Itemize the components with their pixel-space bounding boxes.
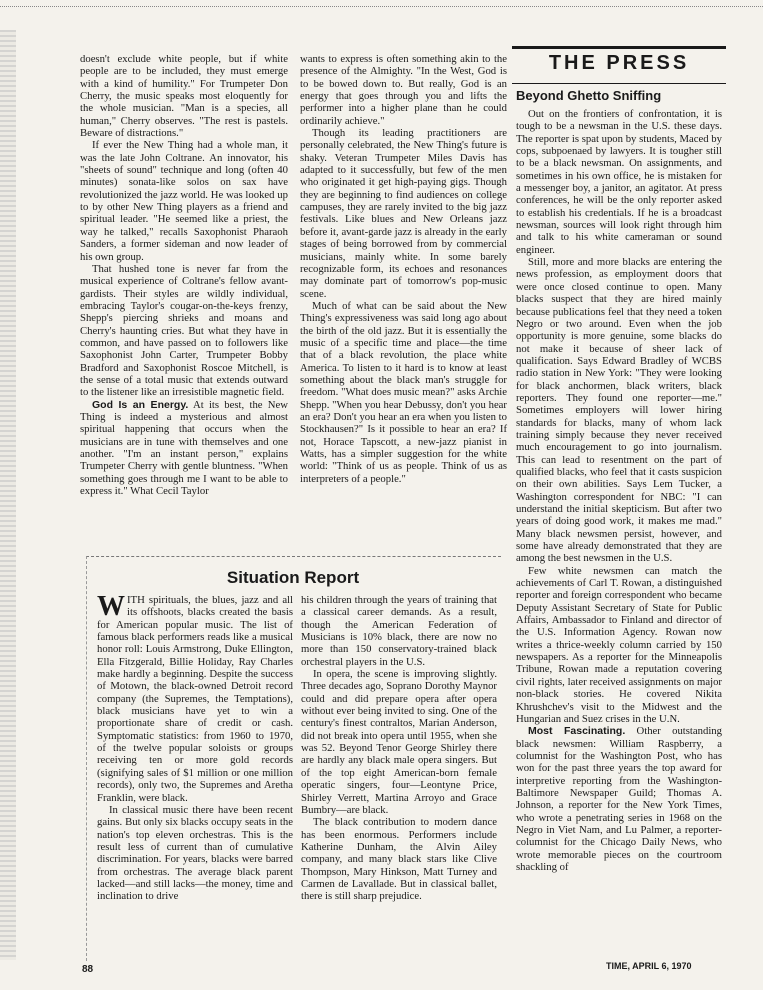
paragraph-text: At its best, the New Thing is indeed a mysterious and almost spiritual happening that occurs when the musicians are in tune with themselves and one another. "I'm an instant person," explains Trumpeter Cherry with gentle bluntness. "When something goes through me I want to be able to express it." What Cecil Taylor [80,398,288,498]
paragraph: Out on the frontiers of confrontation, it is tough to be a newsman in the U.S. these days. The reporter is spat upon by students, Maced by cops, subpoenaed by lawyers. It is tougher still to be a black newsman. On assignments, and sometimes in his own office, he is mistaken for a messenger boy, a janitor, an agitator. At press conferences, he will be the only reporter asked to establish his credentials. If he is a broadcast newsman, sources will look right through him and talk to his white cameraman or sound engineer. [516,108,722,256]
paragraph-text: Other outstanding black newsmen: William Raspberry, a columnist for the Washington Post, who has won for the past three years the top award for interpretive reporting from the Washington-Baltimore Newspaper Guild; Thomas A. Johnson, a reporter for the New York Times, who wrote a penetrating series in 1968 on the Negro in Viet Nam, and Lu Palmer, a reporter-columnist for the Chicago Daily News, who wrote memorable pieces on the courtroom shackling of [516,725,722,873]
paragraph: Few white newsmen can match the achievements of Carl T. Rowan, a distinguished reporter and foreign correspondent who became Deputy Assistant Secretary of State for Public Affairs, Ambassador to Finland and director of the U.S. Information Agency. Rowan now writes a thrice-weekly column carried by 150 newspapers. As a reporter for the Minneapolis Tribune, Rowan made a reputation covering civil rights, later received assignments on major non-black stories. He covered Nikita Khrushchev's visit to the Midwest and the Hungarian and Suez crises in the U.N. [516,564,722,725]
paragraph: If ever the New Thing had a whole man, it was the late John Coltrane. An innovator, his "sheets of sound" technique and long (often 40 minutes) sonata-like solos on sax have revolutionized the jazz world. He was looked up to by other New Thing players as a friend and spiritual leader. "He seemed like a priest, the way he talked," recalls Saxophonist Pharaoh Sanders, a former sideman and now leader of his own group. [80,139,288,263]
paragraph: The black contribution to modern dance has been enormous. Performers include Katherine Dunham, the Alvin Ailey company, and many black stars like Clive Thompson, Mary Hinkson, Matt Turney and Carmen de Lavallade. But in classical ballet, there is still sharp prejudice. [301,816,497,903]
paragraph [516,725,722,873]
page-top-rule [0,0,763,7]
sidebar-column-1 [97,591,293,903]
article-column-2 [300,53,507,485]
paragraph [80,399,288,498]
subhead-most-fascinating: Most Fascinating. [528,725,626,738]
sidebar-column-2 [301,594,497,903]
sidebar-title: Situation Report [226,568,360,587]
press-headline: Beyond Ghetto Sniffing [516,88,662,103]
article-column-1 [80,53,288,497]
paragraph-text: ITH spirituals, the blues, jazz and all its offshoots, blacks created the basis for American popular music. The list of famous black performers reads like a musical honor roll: Louis Armstrong, Duke Ellington, Ella Fitzgerald, Billie Holiday, Ray Charles make hardly a beginning. Despite the success of Motown, the black-owned Detroit record company (the Supremes, the Temptations), black musicians have yet to win a proportionate share of credit or cash. Symptomatic statistics: from 1960 to 1970, of the twelve popular soloists or groups receiving ten or more gold records (signifying sales of $1 million or one million records), only two, the Supremes and Aretha Franklin, were black. [97,594,293,804]
section-title: THE PRESS [548,52,690,74]
binding-margin [0,30,16,960]
paragraph: That hushed tone is never far from the musical experience of Coltrane's fellow avant-gardists. Their styles are wildly individual, embracing Taylor's cougar-on-the-keys frenzy, Shepp's piercing shrieks and moans and Cherry's haunting cries. But what they have in common, and have passed on to followers like Saxophonist John Carter, Trumpeter Bobby Bradford and Saxophonist Roscoe Mitchell, is the sense of a total music that extends outward to the listener like an irresistible magnetic field. [80,262,288,399]
paragraph: Though its leading practitioners are personally celebrated, the New Thing's future is shaky. Veteran Trumpeter Miles Davis has adapted to it successfully, but few of the men who originated it get high-paying gigs. Though they are beginning to find audiences on college campuses, they are rarely invited to the big jazz festivals. Like blues and New Orleans jazz before it, avant-garde jazz is already in the early stages of being borrowed from by commercial musicians, mainly white. In some barely recognizable form, its echoes and resonances may dominate part of tomorrow's pop-music scene. [300,127,507,300]
press-column [516,108,722,873]
issue-line: TIME, APRIL 6, 1970 [606,961,692,971]
paragraph: Still, more and more blacks are entering the news profession, as employment doors that were once closed continue to open. Many blacks suspect that they are hired mainly because publications feel that they need a token Negro or two around. Even when the job opportunity is more genuine, some blacks do not make it because of sheer lack of qualification. Says Edward Bradley of WCBS radio station in New York: "They were looking for black anchormen, black writers, black reporters. They found one reporter—me." Sometimes employers will lower hiring standards for blacks, many of whom lack training simply because they never received much encouragement to go into journalism. This can lead to resentment on the part of qualified blacks, who feel that it casts suspicion on their own abilities. Says Lem Tucker, a Washington correspondent for NBC: "I can understand the initial skepticism. But after two years of doing good work, it makes me mad." Many black newsmen persist, however, and some have already demonstrated that they are among the best newsmen in the U.S. [516,256,722,565]
drop-cap: W [97,591,125,622]
paragraph: his children through the years of training that a classical career demands. As a result, though the American Federation of Musicians is 10% black, there are now no more than 150 conservatory-trained black orchestral players in the U.S. [301,594,497,668]
paragraph [97,591,293,804]
section-header-box [512,46,726,84]
paragraph: In opera, the scene is improving slightly. Three decades ago, Soprano Dorothy Maynor could and did prepare opera after opera without ever being invited to sing. One of the century's finest contraltos, Marian Anderson, did not break into opera until 1955, when she was 52. Beyond Tenor George Shirley there are hardly any black male opera singers. But of the top eight American-born female operatic singers, four—Leontyne Price, Shirley Verrett, Martina Arroyo and Grace Bumbry—are black. [301,668,497,816]
paragraph: In classical music there have been recent gains. But only six blacks occupy seats in the nation's top eleven orchestras. This is the result less of current than of cumulative discrimination. For years, blacks were barred from orchestras. The average black parent lacked—and still lacks—the money, time and inclination to drive [97,803,293,903]
paragraph: wants to express is often something akin to the presence of the Almighty. "In the West, God is to be bowed down to. But really, God is an energy that goes through you and lifts the performer into a higher plane than he could ordinarily achieve." [300,53,507,127]
paragraph: doesn't exclude white people, but if white people are to be included, they must emerge with a kind of humility." For Trumpeter Don Cherry, the music speaks most eloquently for the whole musician. "Man is a species, all human," Cherry observes. "The rest is pastels. Beware of distractions." [80,53,288,140]
subhead-god-is-an-energy: God Is an Energy. [92,398,189,411]
paragraph: Much of what can be said about the New Thing's expressiveness was said long ago about the birth of the old jazz. But it is essentially the music of a specific time and place—the time that of a black revolution, the place white America. To listen to it hard is to know at least something about the black man's struggle for freedom. "What does music mean?" asks Archie Shepp. "When you hear Debussy, don't you hear an era? Don't you hear an era when you listen to Stockhausen?" Is it possible to hear an era? If not, Horace Tapscott, a new-jazz pianist in Watts, has a simpler suggestion for the white world: "Think of us as people. Think of us as interpreters of a people." [300,299,507,485]
page-number: 88 [82,964,94,975]
